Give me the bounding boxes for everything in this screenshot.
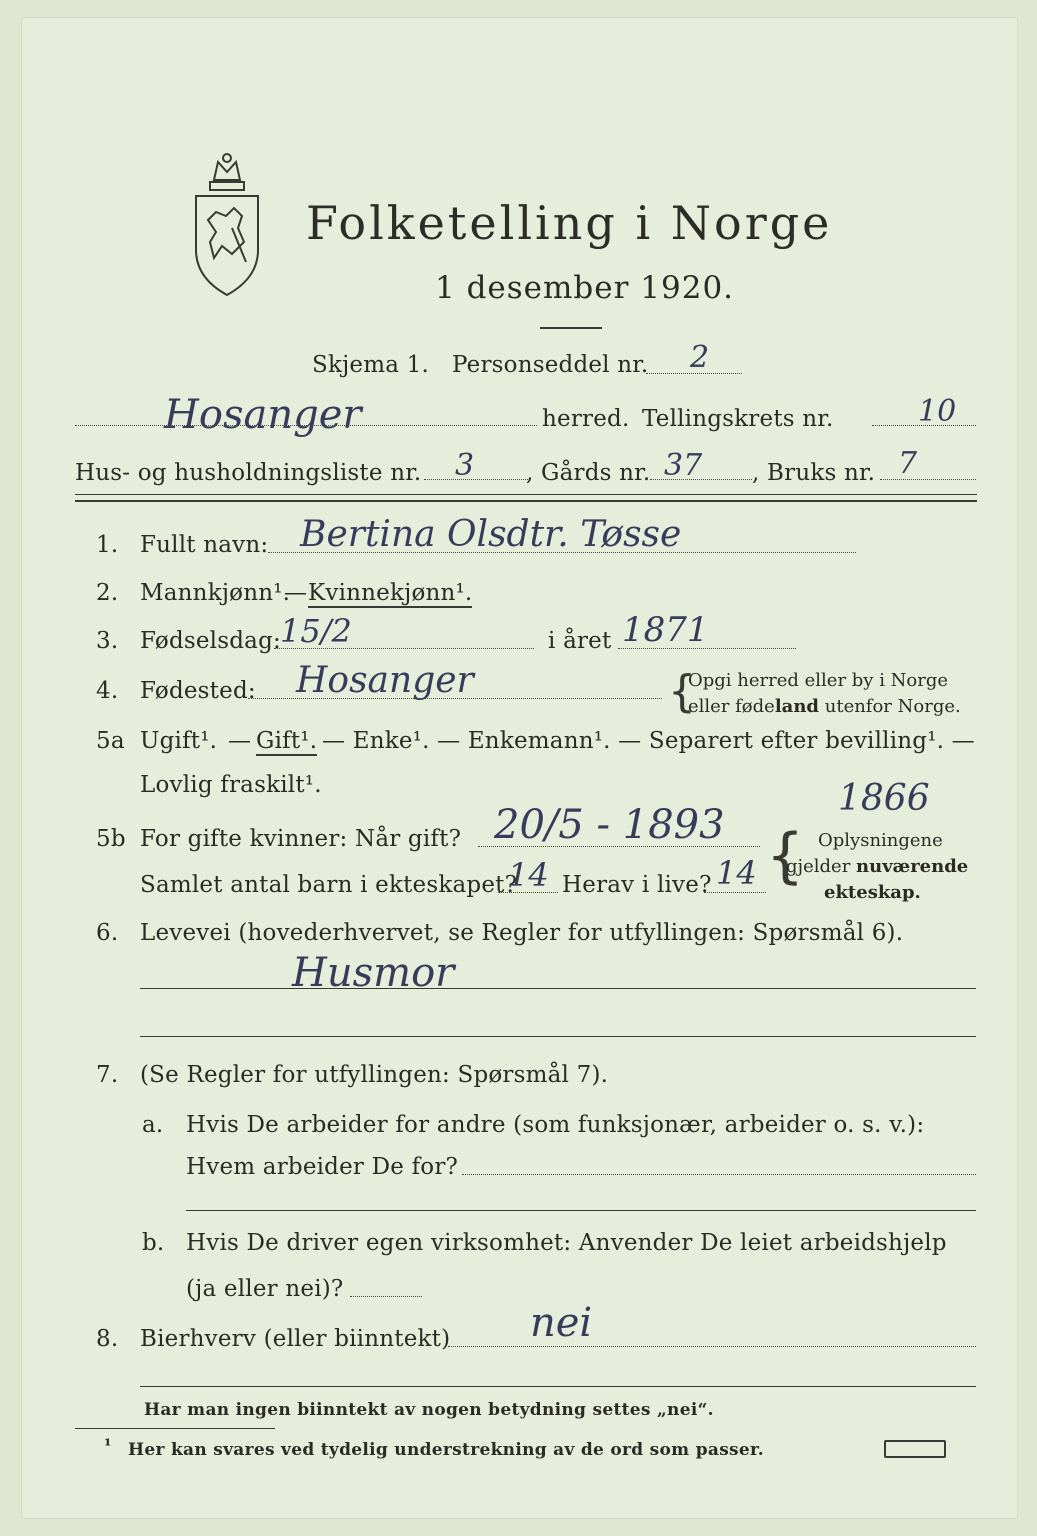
q5b-note-line3: ekteskap. bbox=[824, 882, 921, 903]
q4-label: Fødested: bbox=[140, 678, 256, 704]
q5b-label: For gifte kvinner: Når gift? bbox=[140, 826, 462, 852]
personseddel-value[interactable]: 2 bbox=[690, 340, 710, 375]
q7b-letter: b. bbox=[142, 1230, 165, 1256]
q7a-answer-line bbox=[186, 1210, 976, 1211]
herred-value[interactable]: Hosanger bbox=[164, 392, 362, 438]
q4-note-text-c: utenfor Norge. bbox=[819, 696, 961, 717]
footnote-rule bbox=[75, 1428, 275, 1429]
q5b-note-text-a: gjelder bbox=[786, 856, 857, 877]
q4-birthplace-value[interactable]: Hosanger bbox=[296, 660, 474, 701]
husholdningsliste-label: Hus- og husholdningsliste nr. bbox=[75, 460, 422, 486]
q6-answer-line-1 bbox=[140, 988, 976, 989]
husholdningsliste-value[interactable]: 3 bbox=[455, 448, 475, 483]
q5b-alive-value[interactable]: 14 bbox=[716, 854, 757, 892]
q5b-married-value[interactable]: 20/5 - 1893 bbox=[494, 802, 725, 848]
q1-label: Fullt navn: bbox=[140, 532, 269, 558]
tellingskrets-label: Tellingskrets nr. bbox=[642, 406, 834, 432]
q5b-note-line1: Oplysningene bbox=[818, 830, 943, 851]
q7-number: 7. bbox=[96, 1062, 119, 1088]
footnote-marker: ¹ bbox=[104, 1436, 112, 1456]
q6-number: 6. bbox=[96, 920, 119, 946]
footnote-text: Her kan svares ved tydelig understrekning av de ord som passer. bbox=[128, 1440, 764, 1460]
q5b-note-brace: { bbox=[766, 821, 805, 891]
gards-label: , Gårds nr. bbox=[526, 460, 651, 486]
q5b-children-value[interactable]: 14 bbox=[508, 856, 549, 894]
q6-label: Levevei (hovederhvervet, se Regler for utfyllingen: Spørsmål 6). bbox=[140, 920, 904, 946]
q5a-number: 5a bbox=[96, 728, 125, 754]
q3-birthday-value[interactable]: 15/2 bbox=[280, 612, 352, 650]
q7b-label: Hvis De driver egen virksomhet: Anvender De leiet arbeidshjelp bbox=[186, 1230, 947, 1256]
printer-mark-stamp bbox=[884, 1440, 946, 1458]
q2-number: 2. bbox=[96, 580, 119, 606]
bruks-field-line bbox=[880, 479, 976, 480]
bruks-label: , Bruks nr. bbox=[752, 460, 876, 486]
q7b-field-line bbox=[350, 1296, 422, 1297]
q5b-number: 5b bbox=[96, 826, 126, 852]
q4-note-line2 bbox=[688, 696, 961, 717]
q4-note-brace: { bbox=[668, 666, 696, 717]
bruks-value[interactable]: 7 bbox=[898, 446, 918, 481]
q8-side-income-value[interactable]: nei bbox=[530, 1300, 593, 1346]
q1-full-name-value[interactable]: Bertina Olsdtr. Tøsse bbox=[300, 514, 682, 555]
q4-number: 4. bbox=[96, 678, 119, 704]
q3-label: Fødselsdag: bbox=[140, 628, 281, 654]
q6-occupation-value[interactable]: Husmor bbox=[292, 950, 455, 996]
q5a-lovlig-fraskilt-option[interactable]: Lovlig fraskilt¹. bbox=[140, 772, 322, 798]
q7-label: (Se Regler for utfyllingen: Spørsmål 7). bbox=[140, 1062, 609, 1088]
schema-label: Skjema 1. bbox=[312, 352, 430, 378]
q4-note-text-bold: land bbox=[774, 696, 820, 717]
header-rule-bottom bbox=[75, 500, 977, 502]
q5b-extra-year-value[interactable]: 1866 bbox=[838, 778, 930, 819]
header-rule-top bbox=[75, 494, 977, 495]
q3-number: 3. bbox=[96, 628, 119, 654]
herred-label: herred. bbox=[542, 406, 630, 432]
q2-male-option[interactable]: Mannkjønn¹. bbox=[140, 580, 291, 606]
q7a-who-field-line bbox=[462, 1174, 976, 1175]
q5b-alive-field-line bbox=[704, 892, 766, 893]
census-date: 1 desember 1920. bbox=[435, 270, 735, 306]
q8-field-line bbox=[448, 1346, 976, 1347]
q8-label: Bierhverv (eller biinntekt) bbox=[140, 1326, 451, 1352]
q5a-gift-option[interactable]: Gift¹. bbox=[256, 728, 318, 754]
q5b-alive-label: Herav i live? bbox=[562, 872, 712, 898]
q3-year-value[interactable]: 1871 bbox=[622, 610, 709, 650]
q8-number: 8. bbox=[96, 1326, 119, 1352]
footer-note: Har man ingen biinntekt av nogen betydning settes „nei“. bbox=[144, 1400, 714, 1420]
herred-field-line bbox=[75, 425, 537, 426]
q5b-note-text-bold: nuværende bbox=[856, 856, 969, 877]
title-divider bbox=[540, 327, 602, 329]
q4-note-text-a: eller føde bbox=[688, 696, 775, 717]
tellingskrets-value[interactable]: 10 bbox=[918, 394, 957, 429]
q1-number: 1. bbox=[96, 532, 119, 558]
personseddel-label: Personseddel nr. bbox=[452, 352, 649, 378]
form-title: Folketelling i Norge bbox=[306, 196, 833, 250]
q6-answer-line-2 bbox=[140, 1036, 976, 1037]
q3-year-label: i året bbox=[548, 628, 612, 654]
q7b-yes-no-label: (ja eller nei)? bbox=[186, 1276, 344, 1302]
norwegian-coat-of-arms-icon bbox=[186, 150, 268, 300]
q2-female-option[interactable]: Kvinnekjønn¹. bbox=[308, 580, 473, 606]
husholdningsliste-field-line bbox=[424, 479, 528, 480]
gards-value[interactable]: 37 bbox=[664, 448, 703, 483]
q5a-ugift-option[interactable]: Ugift¹. bbox=[140, 728, 218, 754]
q5b-note-line2 bbox=[786, 856, 968, 877]
q2-separator: — bbox=[284, 580, 308, 606]
q5a-other-options[interactable]: — Enke¹. — Enkemann¹. — Separert efter bevilling¹. — bbox=[322, 728, 975, 754]
q5a-dash: — bbox=[228, 728, 252, 754]
q4-note-line1: Opgi herred eller by i Norge bbox=[688, 670, 949, 691]
q8-answer-line bbox=[140, 1386, 976, 1387]
q7a-who-label: Hvem arbeider De for? bbox=[186, 1154, 459, 1180]
q7a-label: Hvis De arbeider for andre (som funksjonær, arbeider o. s. v.): bbox=[186, 1112, 925, 1138]
q7a-letter: a. bbox=[142, 1112, 164, 1138]
q5b-children-label: Samlet antal barn i ekteskapet? bbox=[140, 872, 518, 898]
